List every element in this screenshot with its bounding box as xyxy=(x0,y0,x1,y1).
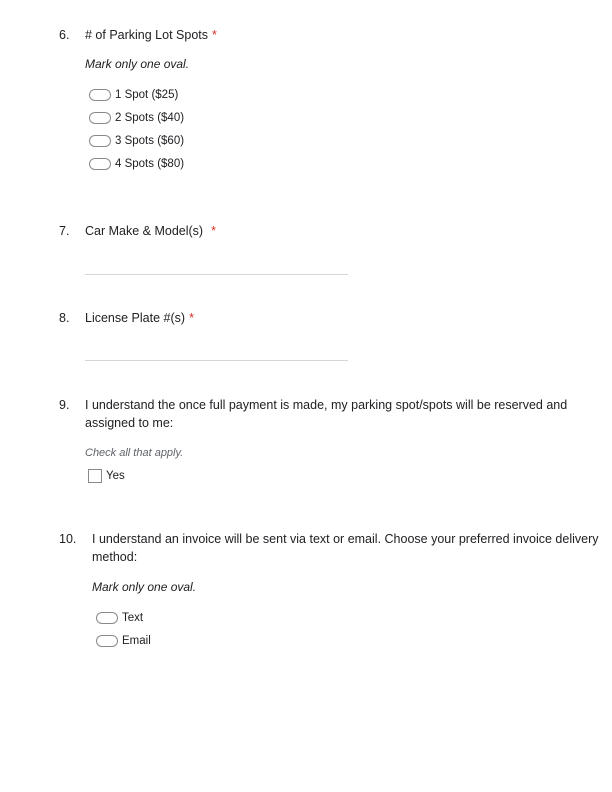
option-label: Yes xyxy=(106,470,125,482)
required-asterisk: * xyxy=(211,224,216,238)
radio-oval[interactable] xyxy=(89,158,111,170)
radio-option-email[interactable] xyxy=(96,633,151,649)
question-title xyxy=(85,222,216,241)
radio-oval[interactable] xyxy=(89,112,111,124)
option-label: 3 Spots ($60) xyxy=(115,135,185,147)
radio-option-2-spots[interactable] xyxy=(89,110,184,126)
question-title xyxy=(85,26,217,45)
required-asterisk: * xyxy=(189,311,194,325)
question-title xyxy=(85,309,194,328)
radio-oval[interactable] xyxy=(96,635,118,647)
instruction-text: Mark only one oval. xyxy=(85,57,190,71)
radio-option-text[interactable] xyxy=(96,610,143,626)
radio-option-3-spots[interactable] xyxy=(89,133,184,149)
required-asterisk: * xyxy=(212,28,217,42)
checkbox[interactable] xyxy=(88,469,102,483)
checkbox-option-yes[interactable] xyxy=(88,468,125,484)
question-title-line-1: I understand the once full payment is made, my parking spot/spots will be reserved and xyxy=(85,398,568,412)
question-title-line-2: method: xyxy=(92,550,138,564)
question-title-line-2: assigned to me: xyxy=(85,416,174,430)
question-number: 10. xyxy=(59,532,77,546)
option-label: 4 Spots ($80) xyxy=(115,158,185,170)
question-number: 7. xyxy=(59,224,70,238)
question-number: 6. xyxy=(59,28,70,42)
question-number: 8. xyxy=(59,311,70,325)
car-make-model-input[interactable] xyxy=(85,274,348,275)
radio-oval[interactable] xyxy=(89,135,111,147)
option-label: Email xyxy=(122,635,151,647)
question-title-text: # of Parking Lot Spots xyxy=(85,28,208,42)
question-title-text: Car Make & Model(s) xyxy=(85,224,204,238)
option-label: Text xyxy=(122,612,144,624)
radio-oval[interactable] xyxy=(96,612,118,624)
radio-option-4-spots[interactable] xyxy=(89,156,184,172)
instruction-text: Mark only one oval. xyxy=(92,580,197,594)
radio-oval[interactable] xyxy=(89,89,111,101)
question-title-line-1: I understand an invoice will be sent via text or email. Choose your preferred invoice delivery xyxy=(92,532,599,546)
option-label: 2 Spots ($40) xyxy=(115,112,185,124)
instruction-text: Check all that apply. xyxy=(85,447,184,459)
radio-option-1-spot[interactable] xyxy=(89,87,178,103)
option-label: 1 Spot ($25) xyxy=(115,89,179,101)
question-number: 9. xyxy=(59,398,70,412)
license-plate-input[interactable] xyxy=(85,360,348,361)
question-title-text: License Plate #(s) xyxy=(85,311,186,325)
